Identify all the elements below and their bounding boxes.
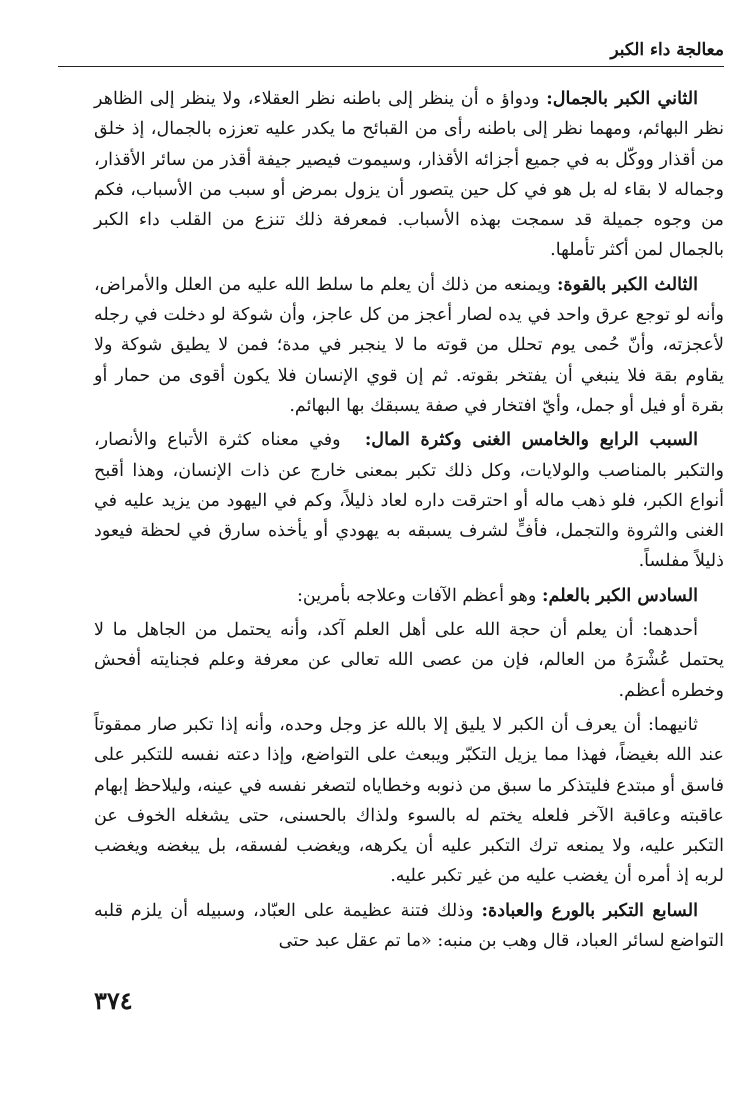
paragraph-text: أحدهما: أن يعلم أن حجة الله على أهل العلم آكد، وأنه يحتمل من الجاهل ما لا يحتمل عُشْرَهُ من العالم، فإن من عصى الله تعالى عن معرفة وعلم فجنايته أفحش وخطره أعظم. [94, 620, 724, 701]
paragraph-wealth [94, 425, 724, 576]
section-heading: الثاني الكبر بالجمال: [546, 88, 698, 109]
paragraph-first-remedy [94, 615, 724, 706]
paragraph-text: ثانيهما: أن يعرف أن الكبر لا يليق إلا بالله عز وجل وحده، وأنه إذا تكبر صار ممقوتاً عند الله بغيضاً، فهذا مما يزيل التكبّر ويبعث على التواضع، وإذا دعته نفسه للتكبر على فاسق أو مبتدع فليتذكر ما سبق من ذنوبه وخطاياه لتصغر نفسه في عينه، وليلاحظ إبهام عاقبته وعاقبة الآخر فلعله يختم له بالسوء ولذاك بالحسنى، حتى يشغله الخوف عن التكبر عليه، ولا يمنعه ترك التكبر عليه أن يكرهه، ويغضب لفسقه، بل يبغضه ويغضب لربه إذ أمره أن يغضب عليه من غير تكبر عليه. [94, 714, 724, 887]
section-heading: السبب الرابع والخامس الغنى وكثرة المال: [364, 429, 699, 451]
paragraph-text: وهو أعظم الآفات وعلاجه بأمرين: [296, 585, 537, 606]
paragraph-text: ودواؤ ه أن ينظر إلى باطنه نظر العقلاء، ولا ينظر إلى الظاهر نظر البهائم، ومهما نظر إلى باطنه رأى من القبائح ما يكدر عليه تعززه بالجمال، إذ خلق من أقذار ووكّل به في جميع أجزائه الأقذار، وسيموت فيصير جيفة أقذر من سائر الأقذار، وجماله لا بقاء له بل هو في كل حين يتصور أن يزول بمرض أو سبب من الأسباب، فكم من وجوه جميلة قد سمجت بهذه الأسباب. فمعرفة ذلك تنزع من القلب داء الكبر بالجمال لمن أكثر تأملها. [94, 89, 724, 261]
running-header-title: معالجة داء الكبر [610, 40, 724, 60]
section-heading: السابع التكبر بالورع والعبادة: [481, 899, 698, 921]
header-divider [58, 66, 724, 67]
page-number: ٣٧٤ [94, 986, 133, 1015]
paragraph-text: ويمنعه من ذلك أن يعلم ما سلط الله عليه من العلل والأمراض، وأنه لو توجع عرق واحد في يده لصار أعجز من كل عاجز، وأن شوكة لو دخلت في رجله لأعجزته، وأنّ حُمى يوم تحلل من قوته ما لا ينجبر في مدة؛ فمن لا يطيق شوكة ولا يقاوم بقة فلا ينبغي أن يفتخر بقوته. ثم إن قوي الإنسان فلا يكون أقوى من حمار أو بقرة أو فيل أو جمل، وأيّ افتخار في صفة يسبقك بها البهائم. [94, 274, 724, 416]
paragraph-knowledge [94, 581, 724, 611]
paragraph-piety [94, 896, 724, 957]
paragraph-text: وفي معناه كثرة الأتباع والأنصار، والتكبر بالمناصب والولايات، وكل ذلك تكبر بمعنى خارج عن ذات الإنسان، وهذا أقبح أنواع الكبر، فلو ذهب ماله أو احترقت داره لعاد ذليلاً، وكم في اليهود من يزيد عليه في الغنى والثروة والتجمل، فأفٍّ لشرف يسبقه به يهودي أو يأخذه سارق في لحظة فيعود ذليلاً مفلساً. [94, 430, 724, 572]
section-heading: الثالث الكبر بالقوة: [556, 273, 699, 295]
paragraph-strength [94, 270, 724, 421]
paragraph-text: وذلك فتنة عظيمة على العبّاد، وسبيله أن يلزم قلبه التواضع لسائر العباد، قال وهب بن منبه: «ما تم عقل عبد حتى [94, 900, 724, 952]
body-text [94, 84, 724, 960]
section-heading: السادس الكبر بالعلم: [542, 584, 698, 606]
paragraph-beauty [94, 84, 724, 266]
paragraph-second-remedy [94, 710, 724, 892]
